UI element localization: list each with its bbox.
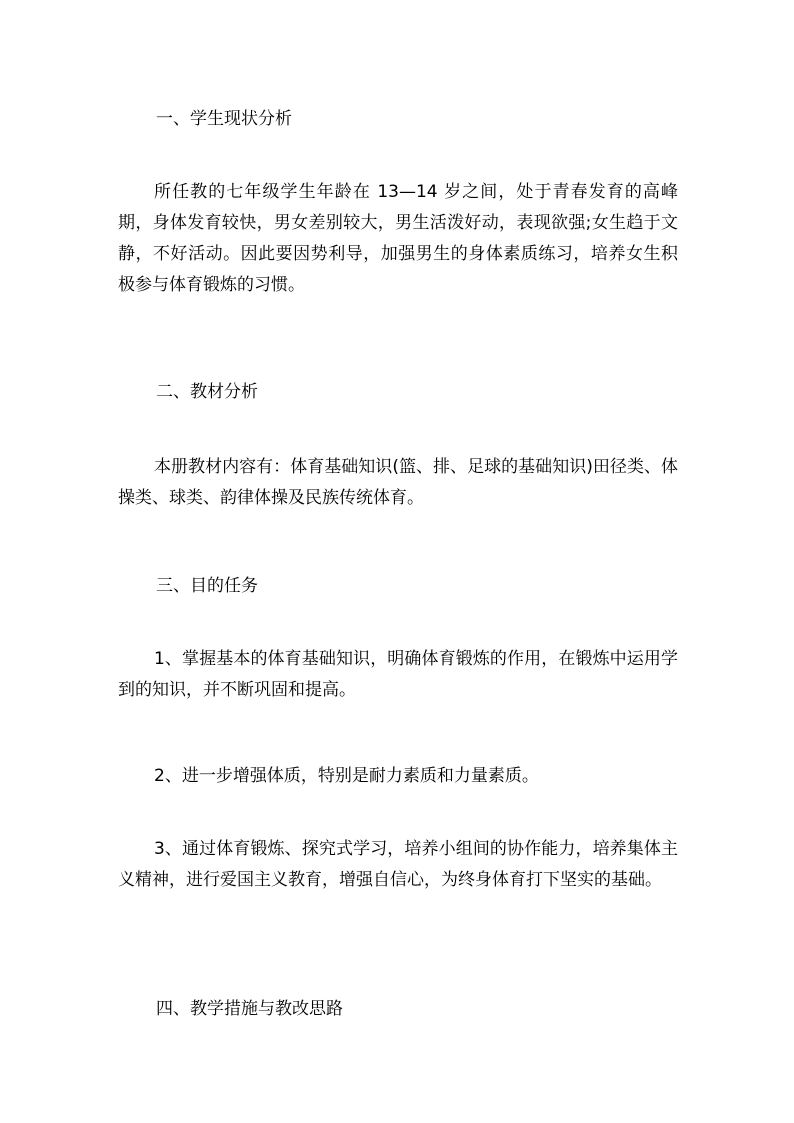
paragraph-textbook-analysis: 本册教材内容有：体育基础知识(篮、排、足球的基础知识)田径类、体操类、球类、韵律体操及民族传统体育。 bbox=[118, 457, 678, 508]
section-heading-teaching-measures: 四、教学措施与教改思路 bbox=[156, 999, 343, 1019]
section-heading-objectives: 三、目的任务 bbox=[156, 576, 258, 596]
paragraph-student-analysis: 所任教的七年级学生年龄在 13—14 岁之间，处于青春发育的高峰期，身体发育较快，男女差别较大，男生活泼好动，表现欲强;女生趋于文静，不好活动。因此要因势利导，加强男生的身体素质练习，培养女生积极参与体育锻炼的习惯。 bbox=[118, 182, 678, 295]
paragraph-objective-2: 2、进一步增强体质，特别是耐力素质和力量素质。 bbox=[154, 766, 539, 786]
section-heading-textbook-analysis: 二、教材分析 bbox=[156, 382, 258, 402]
paragraph-objective-3: 3、通过体育锻炼、探究式学习，培养小组间的协作能力，培养集体主义精神，进行爱国主义教育，增强自信心，为终身体育打下坚实的基础。 bbox=[118, 839, 678, 890]
paragraph-objective-1: 1、掌握基本的体育基础知识，明确体育锻炼的作用，在锻炼中运用学到的知识，并不断巩固和提高。 bbox=[118, 649, 678, 700]
section-heading-student-analysis: 一、学生现状分析 bbox=[156, 109, 292, 129]
